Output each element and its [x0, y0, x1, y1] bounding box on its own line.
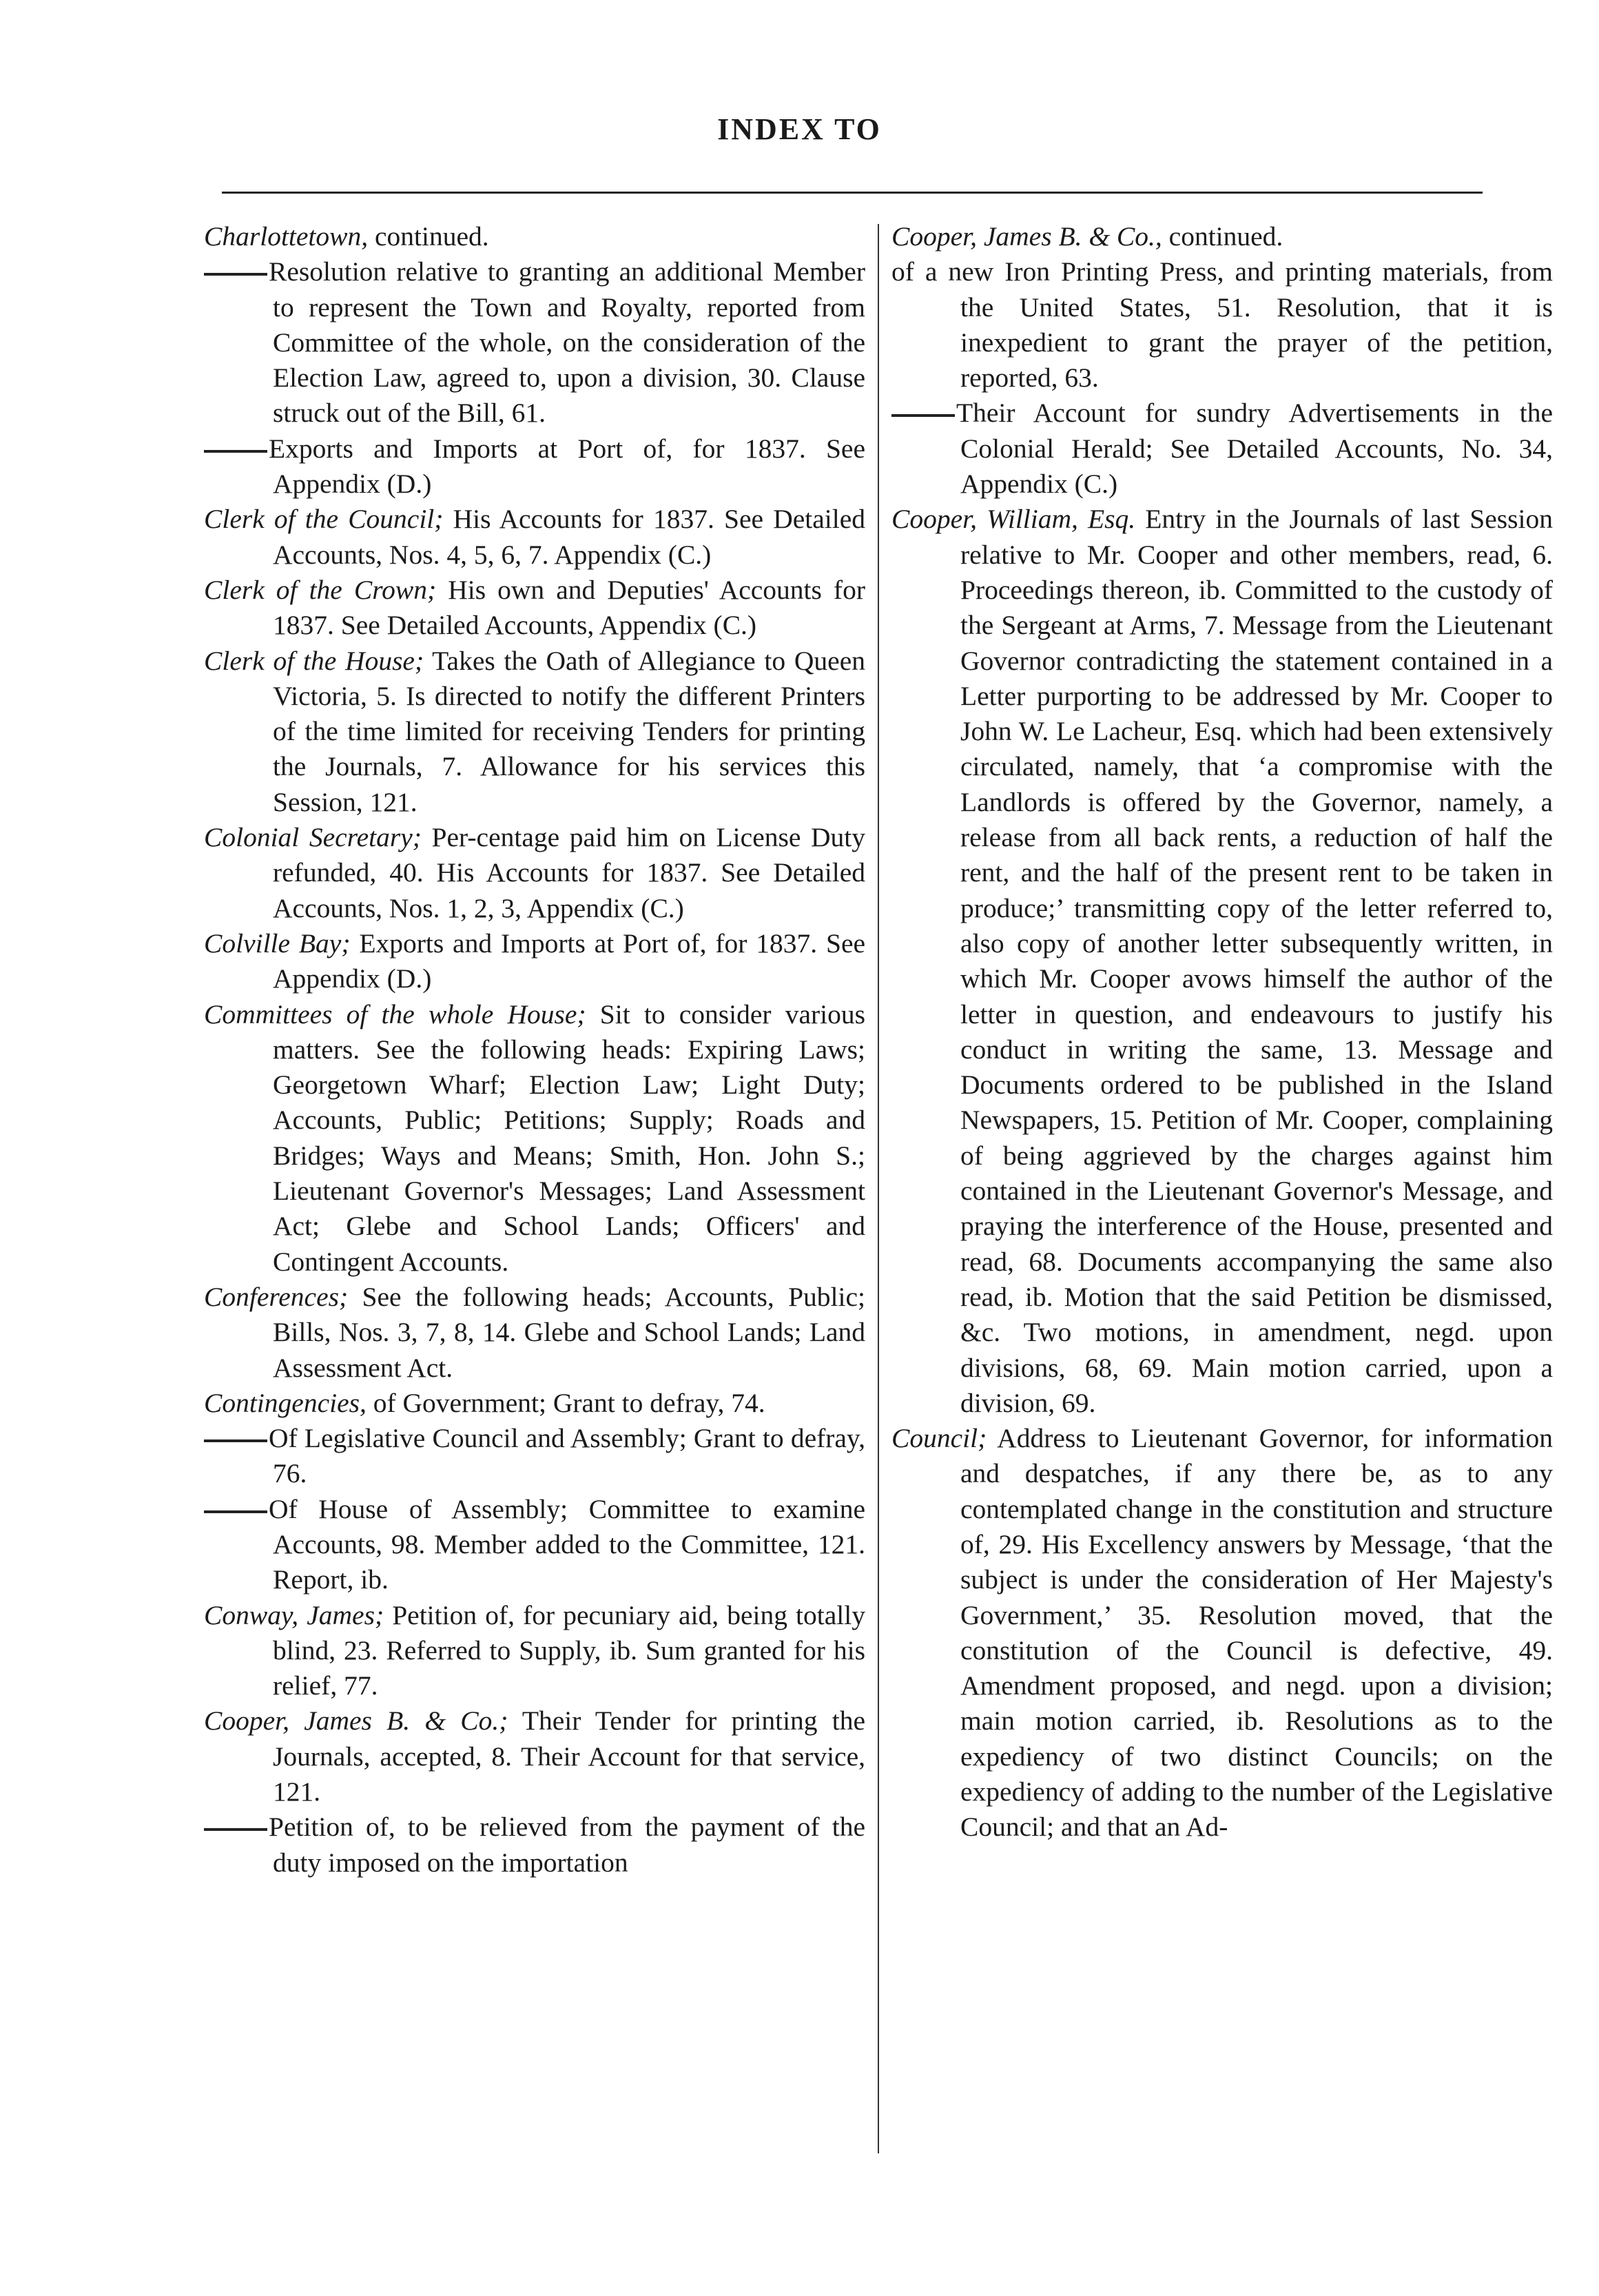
index-entry	[204, 1598, 865, 1704]
index-entry	[891, 396, 1553, 502]
repeat-dash	[204, 1439, 267, 1442]
index-entry	[204, 644, 865, 820]
entry-heading: Colville Bay;	[204, 927, 351, 959]
entry-text: His Accounts for 1837. See Detailed Accounts, Nos. 4, 5, 6, 7. Appendix (C.)	[273, 504, 866, 570]
entry-text: Per-centage paid him on License Duty refunded, 40. His Accounts for 1837. See Detailed Accounts, Nos. 1, 2, 3, Appendix (C.)	[273, 822, 865, 923]
index-entry	[204, 573, 865, 644]
entry-heading: Cooper, James B. & Co.,	[891, 221, 1162, 252]
index-entry	[891, 219, 1553, 254]
entry-heading: Cooper, James B. & Co.;	[204, 1705, 508, 1736]
entry-text: Address to Lieutenant Governor, for information and despatches, if any there be, as to any contemplated change in the constitution and structure of, 29. His Excellency answers by Message, ‘that the subject is under the consideration of Her Majesty's Government,’ 35. Resolution moved, that the constitution of the Council is defective, 49. Amendment proposed, and negd. upon a division; main motion carried, ib. Resolutions as to the expediency of two distinct Councils; on the expediency of adding to the number of the Legislative Council; and that an Ad-	[960, 1423, 1553, 1843]
index-entry	[204, 1386, 865, 1421]
entry-text: Their Tender for printing the Journals, accepted, 8. Their Account for that service, 121.	[273, 1705, 866, 1807]
entry-heading: Committees of the whole House;	[204, 998, 586, 1029]
entry-text: Petition of, for pecuniary aid, being totally blind, 23. Referred to Supply, ib. Sum granted for his relief, 77.	[273, 1599, 865, 1701]
index-entry	[891, 254, 1553, 396]
column-divider	[878, 224, 879, 2153]
entry-text: Sit to consider various matters. See the following heads: Expiring Laws; Georgetown Wharf; Election Law; Light Duty; Accounts, Public; Petitions; Supply; Roads and Bridges; Ways and Means; Smith, Hon. John S.; Lieutenant Governor's Messages; Land Assessment Act; Glebe and School Lands; Officers' and Contingent Accounts.	[273, 998, 865, 1277]
entry-heading: Clerk of the Council;	[204, 504, 444, 535]
entry-text: Their Account for sundry Advertisements in the Colonial Herald; See Detailed Accounts, No. 34, Appendix (C.)	[956, 398, 1553, 500]
entry-heading: Conway, James;	[204, 1599, 384, 1630]
index-entry	[204, 1703, 865, 1810]
entry-text: Petition of, to be relieved from the payment of the duty imposed on the importation	[269, 1812, 865, 1878]
entry-text: of a new Iron Printing Press, and printing materials, from the United States, 51. Resolution, that it is inexpedient to grant the prayer of the petition, reported, 63.	[891, 256, 1553, 393]
repeat-dash	[204, 450, 267, 453]
index-entry	[204, 1810, 865, 1880]
entry-heading: Charlottetown,	[204, 221, 369, 252]
repeat-dash	[204, 1510, 267, 1513]
entry-text: Exports and Imports at Port of, for 1837. See Appendix (D.)	[273, 927, 866, 994]
entry-heading: Conferences;	[204, 1281, 349, 1312]
index-entry	[204, 219, 865, 254]
entry-text: Exports and Imports at Port of, for 1837. See Appendix (D.)	[269, 433, 865, 500]
index-entry	[204, 431, 865, 502]
index-entry	[891, 1421, 1553, 1845]
entry-heading: Colonial Secretary;	[204, 822, 422, 853]
header-rule	[222, 192, 1483, 194]
repeat-dash	[204, 273, 267, 276]
entry-text: See the following heads; Accounts, Public; Bills, Nos. 3, 7, 8, 14. Glebe and School Lands; Land Assessment Act.	[273, 1281, 865, 1383]
entry-heading: Contingencies,	[204, 1387, 367, 1418]
entry-heading: Council;	[891, 1423, 987, 1454]
entry-text: Of House of Assembly; Committee to examine Accounts, 98. Member added to the Committee, 121. Report, ib.	[269, 1493, 865, 1595]
index-entry	[204, 502, 865, 573]
index-entry	[204, 254, 865, 431]
entry-heading: Cooper, William, Esq.	[891, 504, 1136, 535]
entry-heading: Clerk of the Crown;	[204, 574, 437, 605]
entry-text: of Government; Grant to defray, 74.	[366, 1387, 765, 1418]
repeat-dash	[891, 414, 955, 417]
entry-heading: Clerk of the House;	[204, 645, 424, 676]
index-entry	[204, 926, 865, 997]
index-entry	[204, 1280, 865, 1386]
index-entry	[204, 1492, 865, 1598]
running-header: INDEX TO	[717, 112, 882, 146]
index-entry	[891, 502, 1553, 1421]
index-entry	[204, 820, 865, 926]
entry-text: Resolution relative to granting an additional Member to represent the Town and Royalty, reported from Committee of the whole, on the consideration of the Election Law, agreed to, upon a division, 30. Clause struck out of the Bill, 61.	[269, 256, 865, 429]
entry-text: Entry in the Journals of last Session relative to Mr. Cooper and other members, read, 6. Proceedings thereon, ib. Committed to the custody of the Sergeant at Arms, 7. Message from the Lieutenant Governor contradicting the statement contained in a Letter purporting to be addressed by Mr. Cooper to John W. Le Lacheur, Esq. which had been extensively circulated, namely, that ‘a compromise with the Landlords is offered by the Governor, namely, a release from all back rents, a reduction of half the rent, and the half of the present rent to be taken in produce;’ transmitting copy of the letter referred to, also copy of another letter subsequently written, in which Mr. Cooper avows himself the author of the letter in question, and endeavours to justify his conduct in writing the same, 13. Message and Documents ordered to be published in the Island Newspapers, 15. Petition of Mr. Cooper, complaining of being aggrieved by the charges against him contained in the Lieutenant Governor's Message, and praying the interference of the House, presented and read, 68. Documents accompanying the same also read, ib. Motion that the said Petition be dismissed, &c. Two motions, in amendment, negd. upon divisions, 68, 69. Main motion carried, upon a division, 69.	[960, 504, 1553, 1418]
entry-text: continued.	[368, 221, 489, 252]
left-column	[204, 219, 865, 1880]
entry-text: Takes the Oath of Allegiance to Queen Victoria, 5. Is directed to notify the different Printers of the time limited for receiving Tenders for printing the Journals, 7. Allowance for his services this Session, 121.	[273, 645, 865, 817]
repeat-dash	[204, 1828, 267, 1831]
right-column	[891, 219, 1553, 1845]
index-entry	[204, 997, 865, 1280]
entry-text: His own and Deputies' Accounts for 1837. See Detailed Accounts, Appendix (C.)	[273, 574, 865, 641]
entry-text: Of Legislative Council and Assembly; Grant to defray, 76.	[269, 1423, 865, 1489]
entry-text: continued.	[1162, 221, 1283, 252]
index-entry	[204, 1421, 865, 1492]
